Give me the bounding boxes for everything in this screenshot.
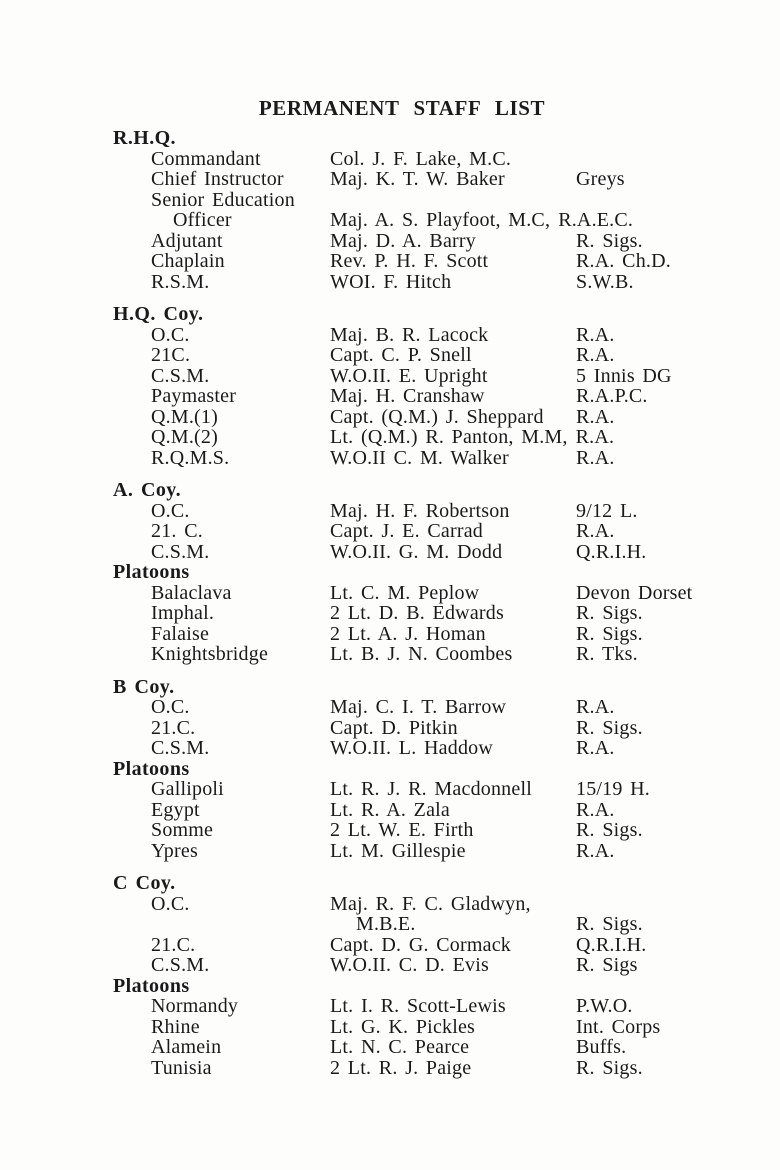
staff-row bbox=[0, 190, 780, 211]
staff-regiment: R.A. bbox=[576, 446, 615, 469]
staff-role: C.S.M. bbox=[151, 364, 210, 387]
staff-regiment: R.A. bbox=[576, 798, 615, 821]
section-heading-row bbox=[0, 480, 780, 501]
staff-role: R.S.M. bbox=[151, 270, 210, 293]
staff-row bbox=[0, 718, 780, 739]
staff-row bbox=[0, 345, 780, 366]
staff-row bbox=[0, 521, 780, 542]
staff-row bbox=[0, 325, 780, 346]
staff-row bbox=[0, 955, 780, 976]
staff-role: Commandant bbox=[151, 147, 261, 170]
staff-row bbox=[0, 149, 780, 170]
staff-name: Capt. C. P. Snell bbox=[330, 344, 472, 366]
staff-row bbox=[0, 272, 780, 293]
staff-role: 21. C. bbox=[151, 520, 203, 542]
staff-role: C.S.M. bbox=[151, 737, 210, 759]
subsection-heading: Platoons bbox=[113, 974, 190, 997]
staff-row bbox=[0, 231, 780, 252]
section-heading-row bbox=[0, 873, 780, 894]
staff-regiment: 5 Innis DG bbox=[576, 364, 672, 387]
staff-regiment: 15/19 H. bbox=[576, 778, 650, 800]
section-b-coy bbox=[0, 677, 780, 862]
section-heading: R.H.Q. bbox=[113, 127, 176, 149]
staff-row bbox=[0, 841, 780, 862]
staff-row bbox=[0, 407, 780, 428]
staff-name: Lt. I. R. Scott-Lewis bbox=[330, 995, 506, 1017]
staff-row bbox=[0, 1017, 780, 1038]
staff-role: Egypt bbox=[151, 798, 200, 821]
section-h-q-coy bbox=[0, 304, 780, 468]
staff-role: Q.M.(2) bbox=[151, 426, 218, 448]
staff-regiment: R. Sigs. bbox=[576, 602, 643, 624]
staff-role: Tunisia bbox=[151, 1056, 212, 1079]
staff-regiment: R.A. bbox=[576, 344, 615, 366]
staff-name: Maj. R. F. C. Gladwyn, bbox=[330, 892, 531, 915]
staff-regiment: Greys bbox=[576, 168, 625, 190]
staff-role: Balaclava bbox=[151, 581, 232, 604]
staff-regiment: S.W.B. bbox=[576, 270, 634, 293]
staff-row bbox=[0, 644, 780, 665]
staff-name: Lt. R. J. R. Macdonnell bbox=[330, 778, 532, 800]
section-heading-row bbox=[0, 128, 780, 149]
staff-role: O.C. bbox=[151, 892, 190, 915]
staff-row bbox=[0, 1058, 780, 1079]
staff-name: Maj. H. Cranshaw bbox=[330, 385, 485, 407]
staff-row bbox=[0, 894, 780, 915]
staff-row bbox=[0, 624, 780, 645]
staff-role: Q.M.(1) bbox=[151, 405, 218, 428]
section-heading: H.Q. Coy. bbox=[113, 303, 204, 325]
staff-row bbox=[0, 251, 780, 272]
staff-regiment: Int. Corps bbox=[576, 1015, 661, 1038]
staff-name: Capt. J. E. Carrad bbox=[330, 520, 483, 542]
staff-name: Maj. D. A. Barry bbox=[330, 229, 476, 252]
staff-regiment: Q.R.I.H. bbox=[576, 540, 647, 563]
staff-name: W.O.II. G. M. Dodd bbox=[330, 540, 503, 563]
staff-row bbox=[0, 448, 780, 469]
section-heading-row bbox=[0, 304, 780, 325]
staff-name: WOI. F. Hitch bbox=[330, 270, 452, 293]
staff-regiment: R. Sigs. bbox=[576, 1056, 643, 1079]
section-heading: B Coy. bbox=[113, 675, 175, 698]
staff-name: Lt. M. Gillespie bbox=[330, 839, 466, 862]
staff-name: Lt. (Q.M.) R. Panton, M.M, R.A. bbox=[330, 426, 615, 448]
staff-regiment: R.A. bbox=[576, 323, 615, 346]
staff-regiment: Devon Dorset bbox=[576, 581, 693, 604]
staff-role: Chief Instructor bbox=[151, 168, 284, 190]
staff-name: W.O.II. L. Haddow bbox=[330, 737, 493, 759]
staff-role: O.C. bbox=[151, 323, 190, 346]
staff-row bbox=[0, 210, 780, 231]
staff-row bbox=[0, 1037, 780, 1058]
staff-role: O.C. bbox=[151, 499, 190, 522]
staff-name: W.O.II C. M. Walker bbox=[330, 446, 509, 469]
staff-row bbox=[0, 366, 780, 387]
staff-role: Senior Education bbox=[151, 188, 295, 211]
staff-list bbox=[0, 128, 780, 1078]
staff-name: W.O.II. E. Upright bbox=[330, 364, 488, 387]
subheading-row bbox=[0, 976, 780, 997]
staff-regiment: R.A.E.C. bbox=[558, 209, 634, 231]
staff-name: Lt. C. M. Peplow bbox=[330, 581, 480, 604]
staff-row bbox=[0, 386, 780, 407]
staff-regiment: R.A. bbox=[576, 737, 615, 759]
staff-name: 2 Lt. R. J. Paige bbox=[330, 1056, 472, 1079]
staff-name: Rev. P. H. F. Scott bbox=[330, 250, 489, 272]
staff-name: Lt. N. C. Pearce bbox=[330, 1036, 470, 1058]
staff-row bbox=[0, 542, 780, 563]
staff-regiment: R.A.P.C. bbox=[576, 385, 648, 407]
staff-role: Normandy bbox=[151, 995, 239, 1017]
section-heading-row bbox=[0, 677, 780, 698]
staff-name: Lt. R. A. Zala bbox=[330, 798, 450, 821]
staff-role: 21C. bbox=[151, 344, 191, 366]
staff-name: Lt. G. K. Pickles bbox=[330, 1015, 476, 1038]
staff-role: Gallipoli bbox=[151, 778, 224, 800]
staff-role: C.S.M. bbox=[151, 954, 210, 976]
staff-row bbox=[0, 779, 780, 800]
staff-name: 2 Lt. W. E. Firth bbox=[330, 819, 474, 841]
staff-role: Imphal. bbox=[151, 602, 215, 624]
staff-row bbox=[0, 501, 780, 522]
staff-regiment: R.A. Ch.D. bbox=[576, 250, 671, 272]
section-r-h-q bbox=[0, 128, 780, 292]
staff-name: 2 Lt. A. J. Homan bbox=[330, 622, 486, 645]
staff-regiment: 9/12 L. bbox=[576, 499, 638, 522]
staff-role: Paymaster bbox=[151, 385, 237, 407]
staff-row bbox=[0, 820, 780, 841]
staff-name: Col. J. F. Lake, M.C. bbox=[330, 147, 512, 170]
staff-role: Somme bbox=[151, 819, 214, 841]
staff-row bbox=[0, 427, 780, 448]
staff-name: Maj. H. F. Robertson bbox=[330, 499, 510, 522]
staff-role: 21.C. bbox=[151, 716, 196, 739]
staff-regiment: R. Sigs. bbox=[576, 913, 643, 935]
staff-row bbox=[0, 603, 780, 624]
staff-row bbox=[0, 996, 780, 1017]
subheading-row bbox=[0, 562, 780, 583]
staff-role: Ypres bbox=[151, 839, 198, 862]
staff-role: C.S.M. bbox=[151, 540, 210, 563]
staff-row bbox=[0, 935, 780, 956]
staff-row bbox=[0, 914, 780, 935]
staff-row bbox=[0, 800, 780, 821]
staff-regiment: R. Sigs. bbox=[576, 716, 643, 739]
staff-role: Chaplain bbox=[151, 250, 225, 272]
staff-name: Lt. B. J. N. Coombes bbox=[330, 643, 513, 665]
staff-regiment: R. Tks. bbox=[576, 643, 638, 665]
staff-regiment: Buffs. bbox=[576, 1036, 627, 1058]
staff-role: Falaise bbox=[151, 622, 210, 645]
staff-role: Knightsbridge bbox=[151, 643, 269, 665]
staff-name: Maj. B. R. Lacock bbox=[330, 323, 489, 346]
subsection-heading: Platoons bbox=[113, 561, 190, 583]
staff-row bbox=[0, 169, 780, 190]
page-title: PERMANENT STAFF LIST bbox=[258, 96, 546, 120]
staff-regiment: Q.R.I.H. bbox=[576, 933, 647, 956]
staff-regiment: R. Sigs. bbox=[576, 819, 643, 841]
subheading-row bbox=[0, 759, 780, 780]
staff-name: Capt. D. Pitkin bbox=[330, 716, 458, 739]
section-a-coy bbox=[0, 480, 780, 665]
staff-regiment: R.A. bbox=[576, 520, 615, 542]
staff-role: Adjutant bbox=[151, 229, 223, 252]
staff-regiment: P.W.O. bbox=[576, 995, 633, 1017]
section-heading: C Coy. bbox=[113, 872, 176, 894]
staff-role: O.C. bbox=[151, 696, 190, 718]
staff-regiment: R.A. bbox=[576, 839, 615, 862]
staff-role: 21.C. bbox=[151, 933, 196, 956]
staff-name: Capt. D. G. Cormack bbox=[330, 933, 511, 956]
staff-name: Maj. C. I. T. Barrow bbox=[330, 696, 507, 718]
staff-regiment: R.A. bbox=[576, 405, 615, 428]
staff-regiment: R. Sigs. bbox=[576, 622, 643, 645]
staff-name: Maj. K. T. W. Baker bbox=[330, 168, 505, 190]
staff-name: Capt. (Q.M.) J. Sheppard bbox=[330, 405, 544, 428]
staff-role: Officer bbox=[173, 209, 232, 231]
staff-row bbox=[0, 583, 780, 604]
staff-row bbox=[0, 738, 780, 759]
staff-row bbox=[0, 697, 780, 718]
subsection-heading: Platoons bbox=[113, 757, 190, 780]
staff-regiment: R. Sigs. bbox=[576, 229, 643, 252]
staff-name: M.B.E. bbox=[356, 913, 416, 935]
staff-name: Maj. A. S. Playfoot, M.C, R.A.E.C. bbox=[330, 209, 634, 231]
staff-regiment: R.A. bbox=[576, 696, 615, 718]
section-heading: A. Coy. bbox=[113, 479, 181, 501]
section-c-coy bbox=[0, 873, 780, 1078]
staff-name: 2 Lt. D. B. Edwards bbox=[330, 602, 504, 624]
staff-regiment: R. Sigs bbox=[576, 954, 638, 976]
staff-role: R.Q.M.S. bbox=[151, 446, 230, 469]
staff-role: Alamein bbox=[151, 1036, 222, 1058]
staff-regiment: R.A. bbox=[575, 426, 615, 448]
staff-role: Rhine bbox=[151, 1015, 200, 1038]
staff-name: W.O.II. C. D. Evis bbox=[330, 954, 489, 976]
